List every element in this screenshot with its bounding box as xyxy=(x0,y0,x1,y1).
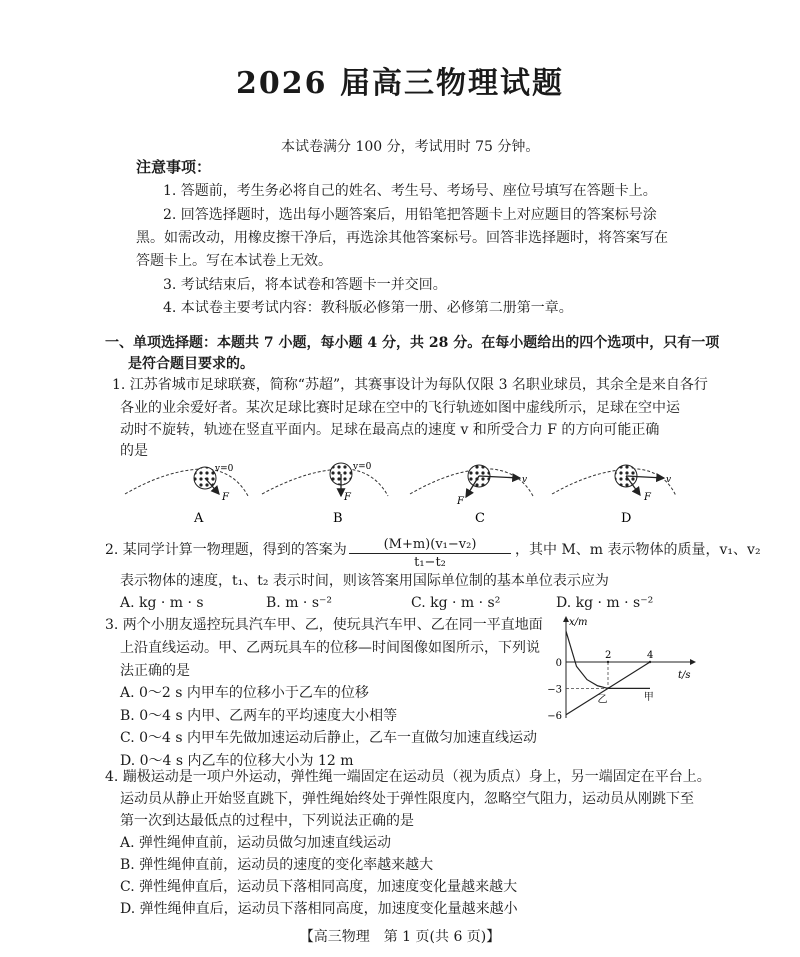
notice-item: 3. 考试结束后，将本试卷和答题卡一并交回。 xyxy=(163,277,447,293)
option-c: C. 弹性绳伸直后，运动员下落相同高度，加速度变化量越来越大 xyxy=(120,879,518,895)
question-4-text: 4. 蹦极运动是一项户外运动，弹性绳一端固定在运动员（视为质点）身上，另一端固定在平台上。 xyxy=(105,769,711,785)
figure-a xyxy=(125,464,248,526)
page-footer: 【高三物理 第 1 页(共 6 页)】 xyxy=(299,929,501,945)
option-a: A. 弹性绳伸直前，运动员做匀加速直线运动 xyxy=(120,835,392,851)
question-3-text: 上沿直线运动。甲、乙两玩具车的位移—时间图像如图所示，下列说 xyxy=(120,640,540,656)
answer-fraction xyxy=(349,537,511,570)
notice-heading: 注意事项： xyxy=(136,158,212,176)
fraction-numerator: (M+m)(v₁−v₂) xyxy=(349,537,511,554)
velocity-label: v xyxy=(666,475,672,485)
option-label: D xyxy=(621,511,632,526)
question-2-text: 2. 某同学计算一物理题，得到的答案为 xyxy=(105,542,347,558)
question-4-text: 运动员从静止开始竖直跳下，弹性绳始终处于弹性限度内，忽略空气阻力，运动员从刚跳下至 xyxy=(120,791,694,807)
series-jia-label: 甲 xyxy=(643,691,654,703)
force-label: F xyxy=(457,496,464,507)
option-a: A. 0～2 s 内甲车的位移小于乙车的位移 xyxy=(120,685,369,701)
y-tick-label: −6 xyxy=(547,710,562,722)
question-3-text: 法正确的是 xyxy=(120,663,190,679)
option-label: A xyxy=(194,511,204,526)
notice-item: 黑。如需改动，用橡皮擦干净后，再选涂其他答案标号。回答非选择题时，将答案写在 xyxy=(136,230,668,246)
series-yi-label: 乙 xyxy=(597,694,608,706)
notice-item: 答题卡上。写在本试卷上无效。 xyxy=(136,253,332,269)
force-label: F xyxy=(344,492,351,503)
velocity-label: v=0 xyxy=(215,464,234,474)
y-tick-label: 0 xyxy=(555,658,562,669)
section-heading-cont: 是符合题目要求的。 xyxy=(128,356,254,372)
figure-c xyxy=(410,465,533,526)
question-1-text: 动时不旋转，轨迹在竖直平面内。足球在最高点的速度 v 和所受合力 F 的方向可能正确 xyxy=(120,422,660,438)
exam-info: 本试卷满分 100 分，考试用时 75 分钟。 xyxy=(281,139,540,155)
velocity-label: v=0 xyxy=(353,462,372,472)
figure-b xyxy=(262,462,388,526)
option-label: C xyxy=(475,511,485,526)
option-c: C. 0～4 s 内甲车先做加速运动后静止，乙车一直做匀加速直线运动 xyxy=(120,730,538,746)
y-tick-label: −3 xyxy=(547,684,562,696)
question-2-text: ，其中 M、m 表示物体的质量，v₁、v₂ xyxy=(515,542,761,558)
section-heading: 一、单项选择题：本题共 7 小题，每小题 4 分，共 28 分。在每小题给出的四个选项中，只有一项 xyxy=(105,335,720,351)
question-1-figures xyxy=(120,452,680,532)
option-b: B. 0～4 s 内甲、乙两车的平均速度大小相等 xyxy=(120,708,398,724)
question-4-text: 第一次到达最低点的过程中，下列说法正确的是 xyxy=(120,813,414,829)
fraction-denominator: t₁−t₂ xyxy=(414,555,446,570)
trajectory-dashed xyxy=(262,469,388,496)
x-tick-label: 4 xyxy=(647,650,654,661)
notice-item: 1. 答题前，考生务必将自己的姓名、考生号、考场号、座位号填写在答题卡上。 xyxy=(163,183,657,199)
option-b: B. m · s⁻² xyxy=(266,595,333,611)
question-2-text: 表示物体的速度，t₁、t₂ 表示时间，则该答案用国际单位制的基本单位表示应为 xyxy=(120,573,609,589)
option-d: D. 0～4 s 内乙车的位移大小为 12 m xyxy=(120,753,354,769)
velocity-label: v xyxy=(522,475,528,485)
option-d: D. 弹性绳伸直后，运动员下落相同高度，加速度变化量越来越小 xyxy=(120,901,518,917)
y-axis-label: x/m xyxy=(569,617,588,628)
question-1-text: 各业的业余爱好者。某次足球比赛时足球在空中的飞行轨迹如图中虚线所示，足球在空中运 xyxy=(120,400,680,416)
x-tick-label: 2 xyxy=(605,650,612,661)
question-1-text: 1. 江苏省城市足球联赛，简称“苏超”，其赛事设计为每队仅限 3 名职业球员，其余全是来自各行 xyxy=(112,377,708,393)
xt-graph xyxy=(545,612,705,727)
option-d: D. kg · m · s⁻² xyxy=(556,595,654,611)
option-b: B. 弹性绳伸直前，运动员的速度的变化率越来越大 xyxy=(120,857,434,873)
force-label: F xyxy=(644,492,651,503)
x-axis-label: t/s xyxy=(678,670,691,681)
option-label: B xyxy=(333,511,343,526)
question-1-text: 的是 xyxy=(120,443,148,459)
x-tick-mark xyxy=(607,661,609,663)
force-label: F xyxy=(222,492,229,503)
x-tick-mark xyxy=(649,661,651,663)
notice-item: 2. 回答选择题时，选出每小题答案后，用铅笔把答题卡上对应题目的答案标号涂 xyxy=(163,207,657,223)
option-a: A. kg · m · s xyxy=(120,595,204,611)
page-title: 2026 届高三物理试题 xyxy=(236,66,564,101)
figure-d xyxy=(552,465,676,526)
notice-item: 4. 本试卷主要考试内容：教科版必修第一册、必修第二册第一章。 xyxy=(163,300,573,316)
trajectory-dashed xyxy=(552,469,676,496)
option-c: C. kg · m · s² xyxy=(411,595,501,611)
question-3-text: 3. 两个小朋友遥控玩具汽车甲、乙，使玩具汽车甲、乙在同一平直地面 xyxy=(105,617,543,633)
